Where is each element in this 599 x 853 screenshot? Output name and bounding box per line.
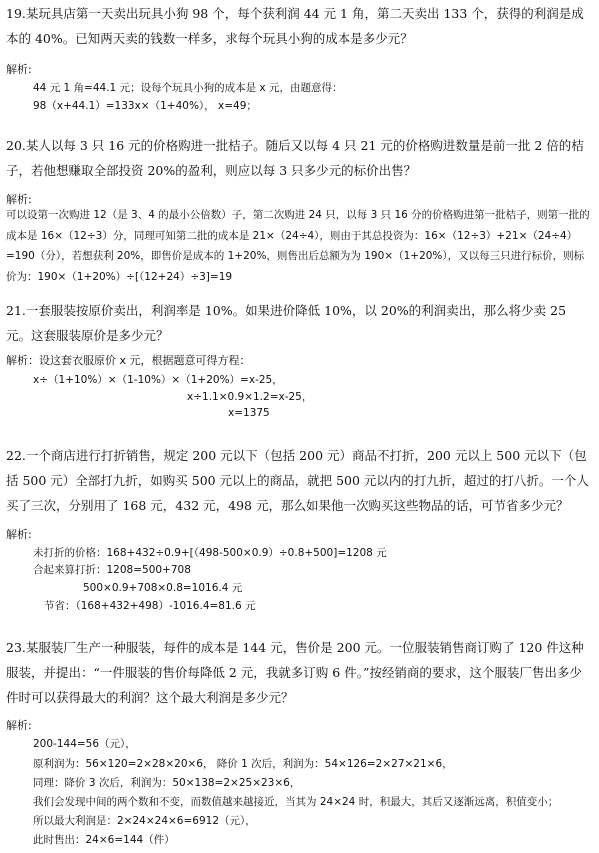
solution-23-line-2: 原利润为：56×120=2×28×20×6， 降价 1 次后，利润为：54×126=2×27×21×6， [33, 758, 453, 770]
analysis-label-22: 解析: [6, 528, 32, 541]
solution-22-line-4: 节省：（168+432+498）-1016.4=81.6 元 [44, 600, 256, 612]
solution-22-line-2: 合起来算打折：1208=500+708 [33, 564, 191, 576]
solution-23-line-5: 所以最大利润是：2×24×24×6=6912（元）， [33, 815, 256, 827]
question-23: 23.某服装厂生产一种服装，每件的成本是 144 元，售价是 200 元。一位服装销售商订购了 120 件这种服装，并提出：“一件服装的售价每降低 2 元，我就多订购 6 件。”按经销商的要求，这个服装厂售出多少件时可以获得最大的利润？这个最大利润是多少元？ [6, 640, 584, 705]
solution-22-line-1: 未打折的价格：168+432÷0.9+[（498-500×0.9）÷0.8+500]=1208 元 [33, 547, 387, 559]
question-21: 21.一套服装按原价卖出，利润率是 10%。如果进价降低 10%，以 20%的利润卖出，那么将少卖 25 元。这套服装原价是多少元？ [6, 303, 567, 343]
solution-20-body: 可以设第一次购进 12（是 3、4 的最小公倍数）子，第二次购进 24 只，以每 3 只 16 分的价格购进第一批桔子，则第一批的成本是 16×（12÷3）分，同理可知第二批的成本是 21×（24÷4），则由于其总投资为：16×（12÷3）+21×（24÷4）=190（分），若想获利 20%，即售价是成本的 1+20%，则售出后总额为为 190×（1+20%），又以每三只进行标价，则标价为：190×（1+20%）÷[（12+24）÷3]=19 [6, 209, 590, 283]
solution-23-line-3: 同理：降价 3 次后，利润为：50×138=2×25×23×6， [33, 777, 301, 789]
question-19: 19.某玩具店第一天卖出玩具小狗 98 个，每个获利润 44 元 1 角，第二天卖出 133 个，获得的利润是成本的 40%。已知两天卖的钱数一样多，求每个玩具小狗的成本是多少元？ [6, 6, 584, 46]
solution-23-line-6: 此时售出：24×6=144（件） [33, 834, 175, 846]
solution-19-line-2: 98（x+44.1）=133x×（1+40%）， x=49； [33, 100, 257, 112]
solution-19-line-1: 44 元 1 角=44.1 元；设每个玩具小狗的成本是 x 元，由题意得： [33, 82, 343, 94]
analysis-label-21: 解析：设这套衣服原价 x 元，根据题意可得方程： [6, 354, 251, 367]
question-20: 20.某人以每 3 只 16 元的价格购进一批桔子。随后又以每 4 只 21 元的价格购进数量是前一批 2 倍的桔子，若他想赚取全部投资 20%的盈利，则应以每 3 只多少元的标价出售？ [6, 138, 584, 178]
solution-21-line-3: x=1375 [228, 407, 270, 419]
analysis-label-19: 解析: [6, 63, 32, 76]
solution-21-line-2: x÷1.1×0.9×1.2=x-25， [187, 391, 313, 403]
analysis-label-20: 解析: [6, 193, 32, 206]
question-22: 22.一个商店进行打折销售，规定 200 元以下（包括 200 元）商品不打折，200 元以上 500 元以下（包括 500 元）全部打九折，如购买 500 元以上的商品，就把 500 元以内的打九折，超过的打八折。一个人买了三次，分别用了 168 元，432 元，498 元，那么如果他一次购买这些物品的话，可节省多少元？ [6, 448, 589, 513]
analysis-label-23: 解析: [6, 719, 32, 732]
solution-21-line-1: x÷（1+10%）×（1-10%）×（1+20%）=x-25， [33, 374, 283, 386]
solution-23-line-4: 我们会发现中间的两个数和不变，而数值越来越接近，当其为 24×24 时，积最大，其后又逐渐远离，积值变小； [33, 796, 559, 808]
solution-23-line-1: 200-144=56（元）， [33, 738, 136, 750]
solution-22-line-3: 500×0.9+708×0.8=1016.4 元 [83, 582, 243, 594]
